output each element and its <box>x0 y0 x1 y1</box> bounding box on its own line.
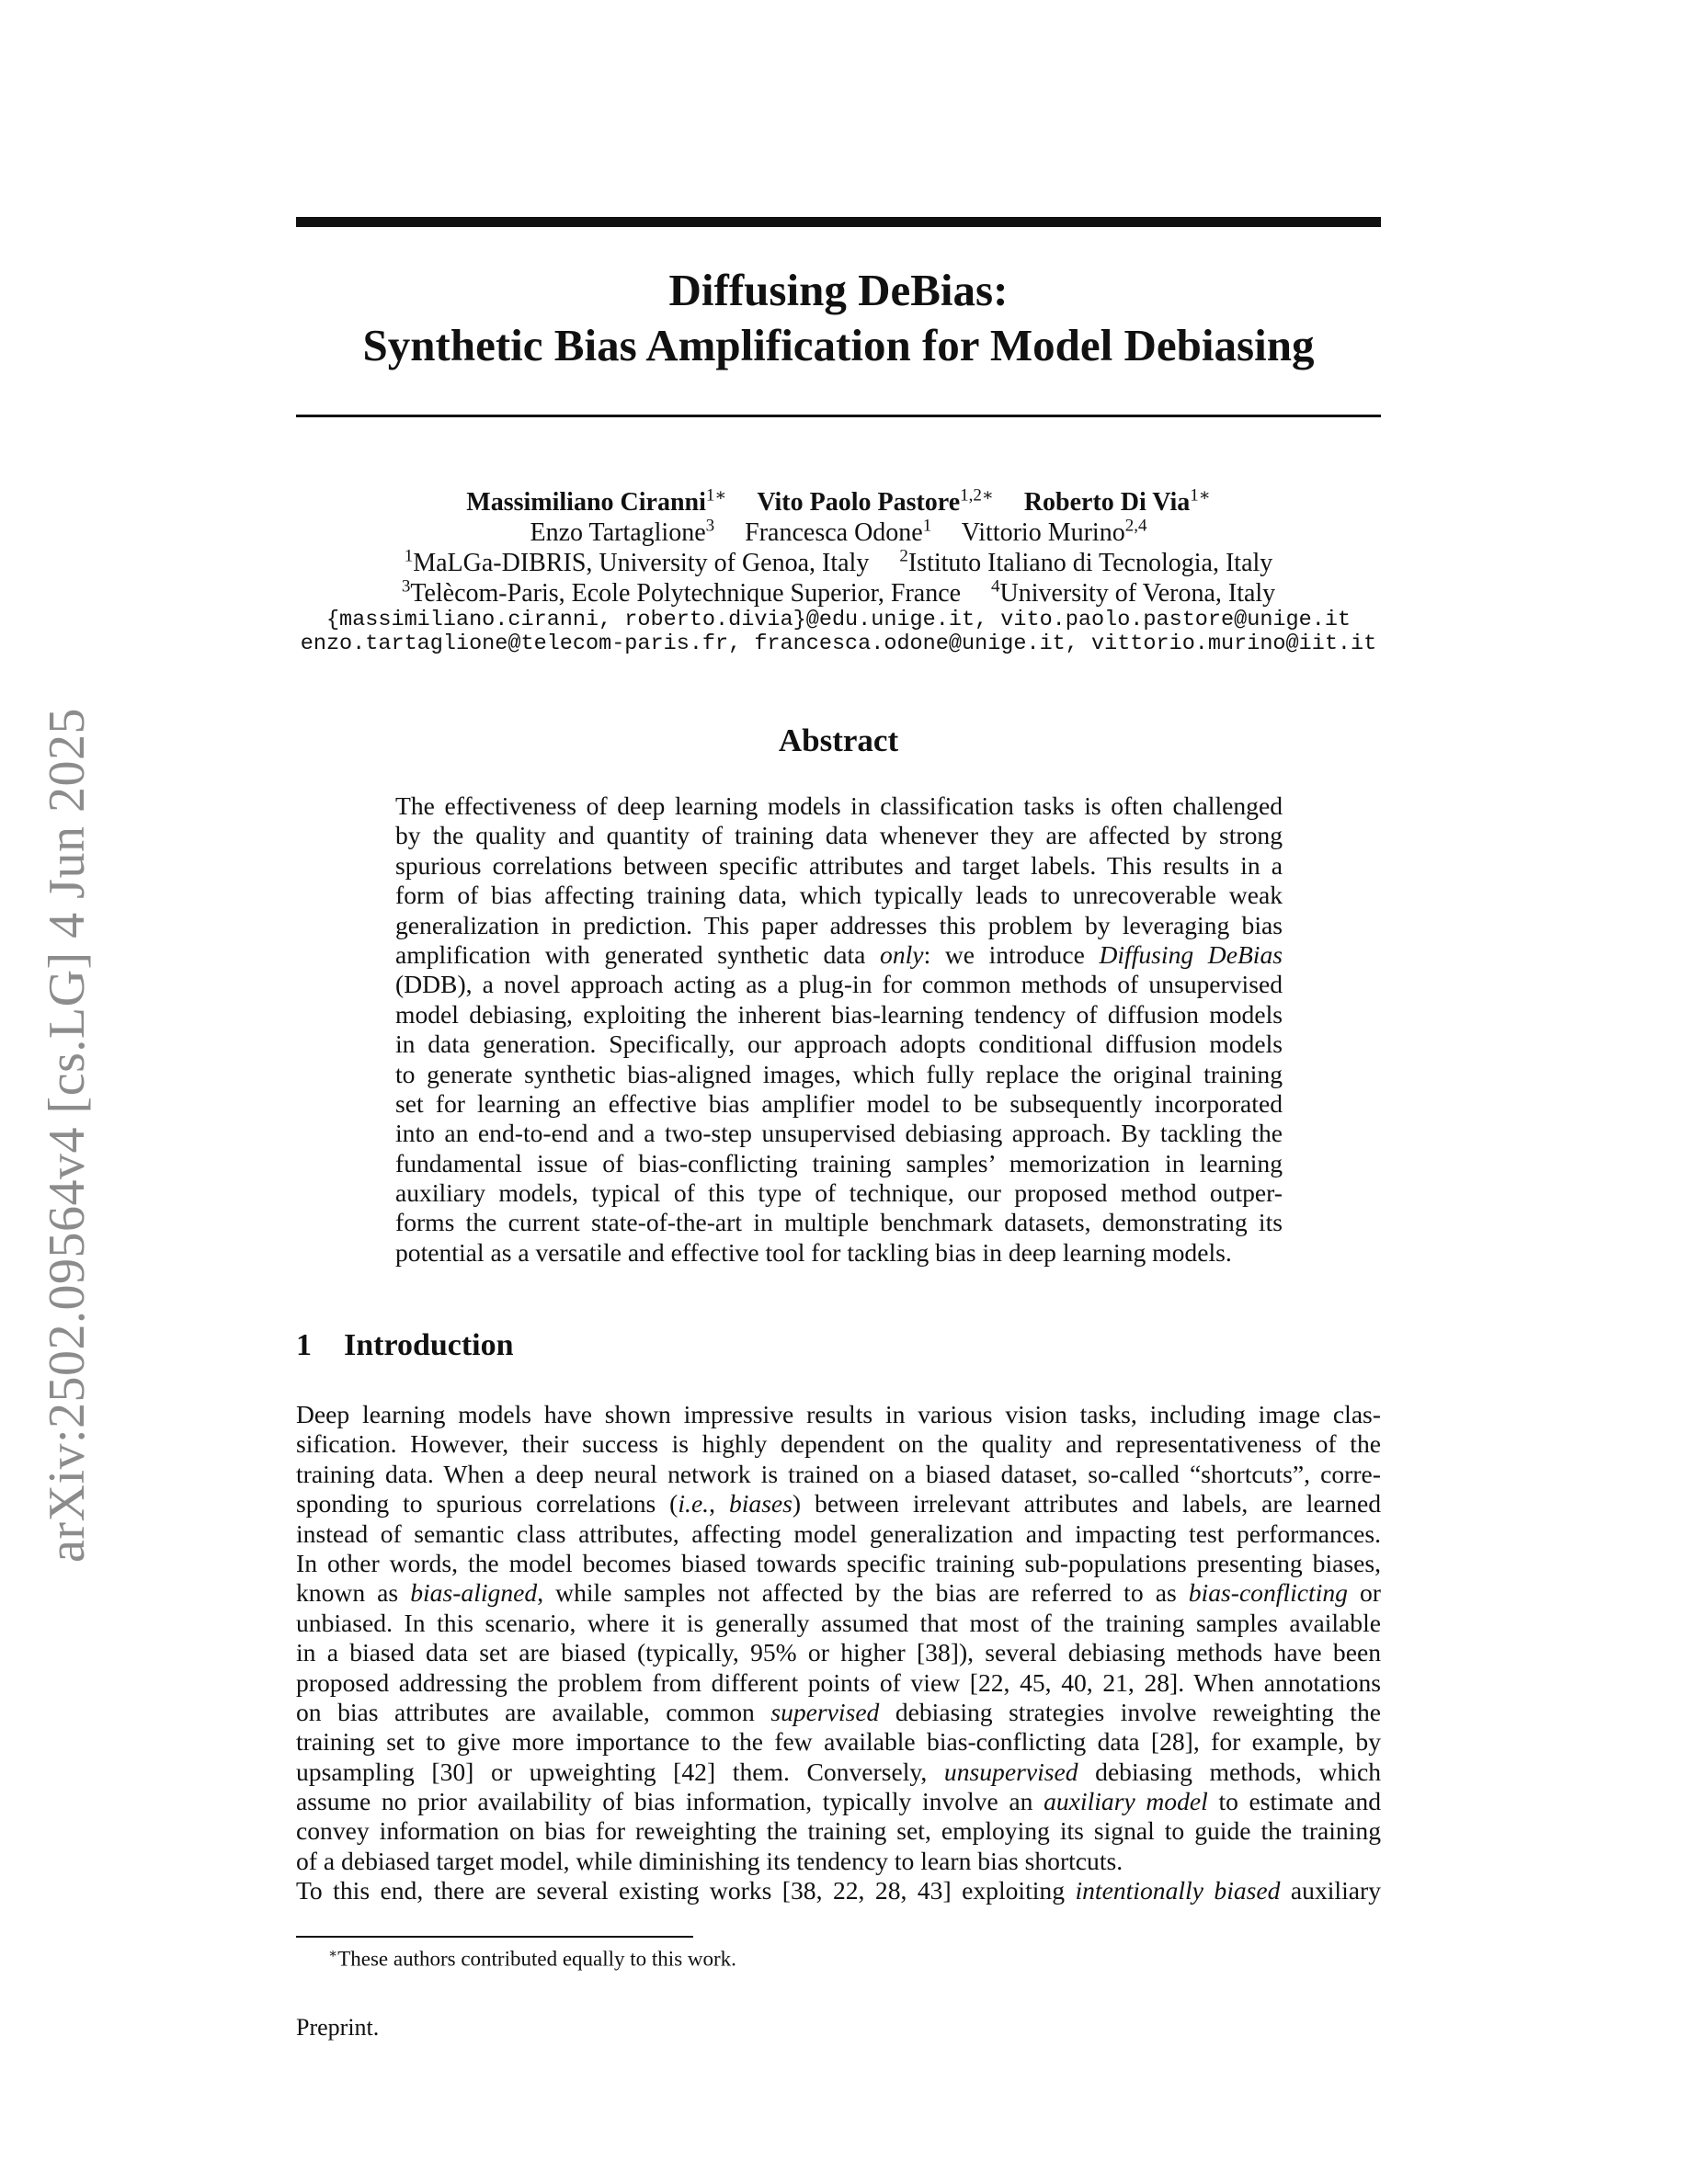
author-name: Vittorio Murino <box>961 518 1125 547</box>
affiliation: MaLGa-DIBRIS, University of Genoa, Italy <box>413 549 870 577</box>
affiliation: Istituto Italiano di Tecnologia, Italy <box>907 549 1273 577</box>
body-line: In other words, the model becomes biased towards specific training sub-populations presenting biases, <box>296 1548 1381 1577</box>
body-line: To this end, there are several existing works [38, 22, 28, 43] exploiting intentionally biased auxiliary <box>296 1876 1381 1905</box>
footnote-rule <box>296 1936 693 1938</box>
abstract-line: into an end-to-end and a two-step unsupervised debiasing approach. By tackling the <box>395 1119 1283 1148</box>
author-affil-mark: 1∗ <box>705 485 727 506</box>
author-block <box>296 487 1381 656</box>
abstract-line: generalization in prediction. This paper addresses this problem by leveraging bias <box>395 910 1283 939</box>
body-line: unbiased. In this scenario, where it is generally assumed that most of the training samples available <box>296 1608 1381 1637</box>
section-number: 1 <box>296 1328 312 1362</box>
title-top-rule <box>296 217 1381 227</box>
author-affil-mark: 1,2∗ <box>960 485 994 506</box>
author-name: Enzo Tartaglione <box>530 518 706 547</box>
body-line: of a debiased target model, while diminishing its tendency to learn bias shortcuts. <box>296 1846 1123 1875</box>
affiliation: University of Verona, Italy <box>999 579 1276 608</box>
abstract-line: potential as a versatile and effective tool for tackling bias in deep learning models. <box>395 1237 1232 1267</box>
author-name: Massimiliano Ciranni <box>466 488 706 517</box>
author-name: Francesca Odone <box>745 518 923 547</box>
title-line-2: Synthetic Bias Amplification for Model Debiasing <box>362 320 1315 370</box>
arxiv-identifier-stamp: arXiv:2502.09564v4 [cs.LG] 4 Jun 2025 <box>39 708 96 1563</box>
body-line: sification. However, their success is highly dependent on the quality and representativeness of the <box>296 1429 1381 1459</box>
body-line: known as bias-aligned, while samples not affected by the bias are referred to as bias-conflicting or <box>296 1578 1381 1608</box>
section-title: Introduction <box>344 1328 514 1362</box>
abstract-heading: Abstract <box>778 722 899 758</box>
email-line-1: {massimiliano.ciranni, roberto.divia}@edu.unige.it, vito.paolo.pastore@unige.it <box>325 608 1352 632</box>
affiliation-row-2: $^3$Telècom-Paris, Ecole Polytechnique Superior, France $^4$University of Verona, Italy <box>401 576 1276 608</box>
footnote <box>328 1940 736 1974</box>
body-line: on bias attributes are available, common supervised debiasing strategies involve reweighting the <box>296 1697 1381 1726</box>
body-line: training data. When a deep neural network is trained on a biased dataset, so-called “shortcuts”, corre- <box>296 1459 1381 1488</box>
affiliation: Telècom-Paris, Ecole Polytechnique Superior, France <box>410 579 962 608</box>
abstract-line: spurious correlations between specific attributes and target labels. This results in a <box>395 850 1283 880</box>
author-affil-mark: 3 <box>705 516 715 536</box>
author-affil-mark: 2,4 <box>1124 516 1147 536</box>
abstract-line: form of bias affecting training data, which typically leads to unrecoverable weak <box>395 881 1283 910</box>
title-line-1: Diffusing DeBias: <box>668 265 1009 315</box>
paper-title <box>296 263 1381 373</box>
author-row-1 <box>296 487 1381 518</box>
introduction-body <box>296 1400 1381 1906</box>
footnote-text: These authors contributed equally to this work. <box>337 1947 736 1971</box>
abstract-body <box>395 791 1283 1268</box>
author-name: Roberto Di Via <box>1023 488 1191 517</box>
email-line-2: enzo.tartaglione@telecom-paris.fr, francesca.odone@unige.it, vittorio.murino@iit.it <box>300 631 1377 656</box>
body-line: upsampling [30] or upweighting [42] them. Conversely, unsupervised debiasing methods, which <box>296 1757 1381 1786</box>
author-affil-mark: 1∗ <box>1190 485 1211 506</box>
abstract-line: forms the current state-of-the-art in multiple benchmark datasets, demonstrating its <box>395 1208 1283 1237</box>
abstract-line: by the quality and quantity of training data whenever they are affected by strong <box>395 821 1283 850</box>
body-line: assume no prior availability of bias information, typically involve an auxiliary model to estimate and <box>296 1787 1381 1816</box>
abstract-line: set for learning an effective bias amplifier model to be subsequently incorporated <box>395 1088 1283 1118</box>
author-row-2 <box>296 518 1381 548</box>
abstract-line: The effectiveness of deep learning models in classification tasks is often challenged <box>395 791 1283 820</box>
abstract-line: auxiliary models, typical of this type of technique, our proposed method outper- <box>395 1178 1283 1208</box>
abstract-line: (DDB), a novel approach acting as a plug-in for common methods of unsupervised <box>395 970 1283 999</box>
section-heading-introduction <box>296 1325 514 1366</box>
body-line: training set to give more importance to the few available bias-conflicting data [28], for example, by <box>296 1727 1381 1757</box>
body-line: in a biased data set are biased (typically, 95% or higher [38]), several debiasing methods have been <box>296 1638 1381 1667</box>
abstract-line: amplification with generated synthetic data only: we introduce Diffusing DeBias <box>395 939 1283 969</box>
author-name: Vito Paolo Pastore <box>757 488 961 517</box>
preprint-label: Preprint. <box>296 2014 380 2041</box>
abstract-line: fundamental issue of bias-conflicting training samples’ memorization in learning <box>395 1148 1283 1177</box>
abstract-line: in data generation. Specifically, our approach adopts conditional diffusion models <box>395 1029 1283 1059</box>
abstract-line: model debiasing, exploiting the inherent bias-learning tendency of diffusion models <box>395 999 1283 1029</box>
footnote-mark: ∗ <box>328 1947 338 1962</box>
body-line: proposed addressing the problem from different points of view [22, 45, 40, 21, 28]. When annotations <box>296 1667 1381 1697</box>
body-line: convey information on bias for reweighting the training set, employing its signal to guide the training <box>296 1816 1381 1846</box>
abstract-line: to generate synthetic bias-aligned images, which fully replace the original training <box>395 1059 1283 1088</box>
body-line: sponding to spurious correlations (i.e., biases) between irrelevant attributes and labels, are learned <box>296 1489 1382 1519</box>
author-affil-mark: 1 <box>922 516 932 536</box>
title-bottom-rule <box>296 415 1381 417</box>
affiliation-row-1: $^1$MaLGa-DIBRIS, University of Genoa, Italy $^2$Istituto Italiano di Tecnologia, Italy <box>404 546 1273 577</box>
body-line: Deep learning models have shown impressive results in various vision tasks, including image clas- <box>296 1400 1381 1428</box>
body-line: instead of semantic class attributes, affecting model generalization and impacting test performances. <box>296 1519 1381 1548</box>
